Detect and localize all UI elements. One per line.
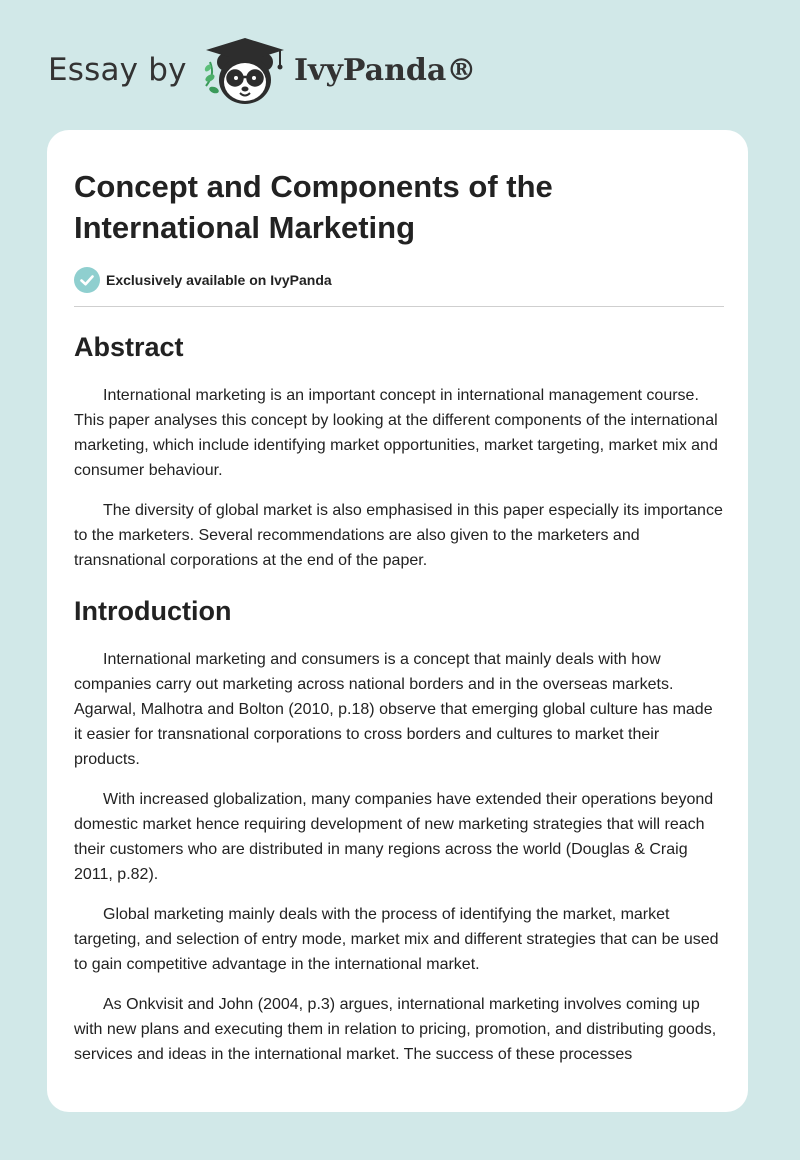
exclusive-badge — [74, 266, 724, 294]
paragraph: Global marketing mainly deals with the process of identifying the market, market targeting, and selection of entry mode, market mix and different strategies that can be used to gain competitive advantage in the international market. — [74, 906, 719, 973]
article-card — [47, 130, 748, 1112]
site-header — [48, 34, 508, 108]
section-introduction — [74, 647, 724, 1067]
check-circle-icon — [74, 267, 100, 293]
paragraph: With increased globalization, many companies have extended their operations beyond domestic market hence requiring development of new marketing strategies that will reach their customers who are distributed in many regions across the world (Douglas & Craig 2011, p.82). — [74, 791, 714, 883]
paragraph: International marketing and consumers is a concept that mainly deals with how companies carry out marketing across national borders and in the overseas markets. Agarwal, Malhotra and Bolton (2010, p.18) observe that emerging global culture has made it easier for transnational corporations to cross borders and cultures to market their products. — [74, 651, 713, 768]
paragraph: As Onkvisit and John (2004, p.3) argues, international marketing involves coming up with new plans and executing them in relation to pricing, promotion, and distributing goods, services and ideas in the international market. The success of these processes — [74, 996, 717, 1063]
article-title: Concept and Components of the International Marketing — [74, 169, 553, 245]
brand-name[interactable]: IvyPanda® — [294, 53, 477, 88]
paragraph: International marketing is an important concept in international management course. This paper analyses this concept by looking at the different components of the international marketing, which include identifying market opportunities, market targeting, market mix and consumer behaviour. — [74, 387, 718, 479]
title-divider — [74, 306, 724, 307]
article-content — [74, 166, 724, 1067]
paragraph: The diversity of global market is also emphasised in this paper especially its importance to the marketers. Several recommendations are also given to the marketers and transnational corporations at the end of the paper. — [74, 502, 723, 569]
brand-prefix: Essay by — [48, 52, 187, 88]
badge-label: Exclusively available on IvyPanda — [106, 272, 332, 288]
section-abstract — [74, 383, 724, 573]
section-heading-abstract: Abstract — [74, 332, 184, 362]
section-heading-introduction: Introduction — [74, 596, 232, 626]
panda-graduate-mascot-icon[interactable] — [202, 34, 290, 108]
